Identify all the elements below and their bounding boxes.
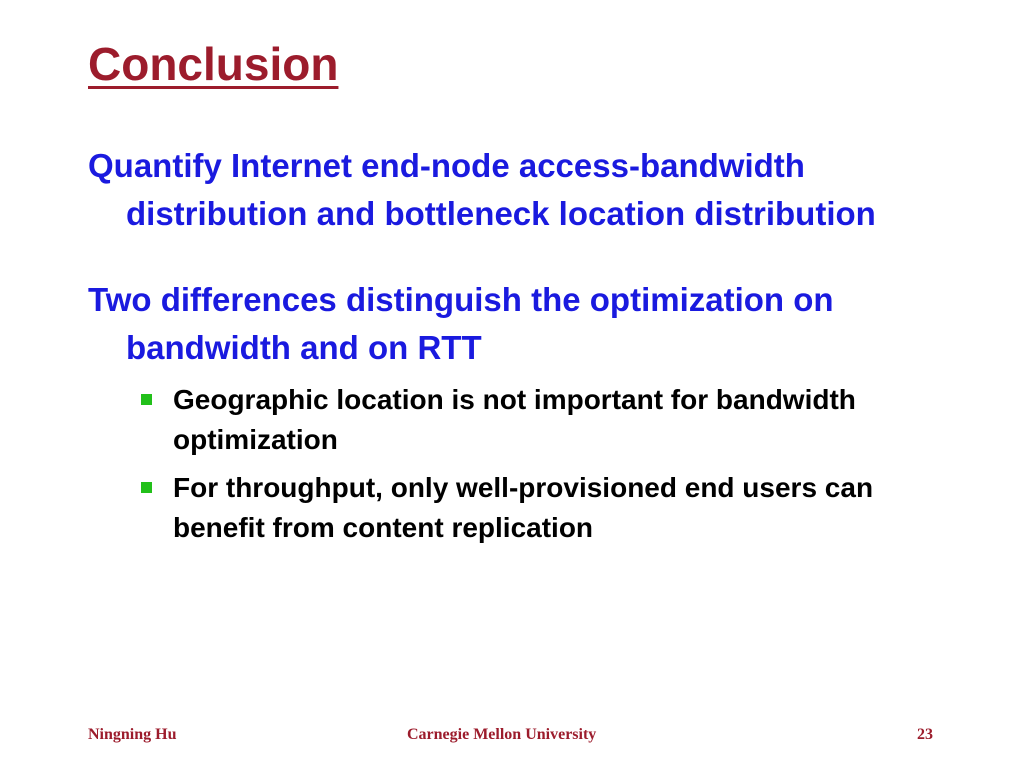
footer-page-number: 23 — [917, 726, 933, 743]
sub-bullet-2-text: For throughput, only well-provisioned end users can benefit from content replication — [173, 472, 874, 543]
footer-institution: Carnegie Mellon University — [407, 726, 597, 743]
slide-body — [88, 142, 948, 548]
sub-bullet-1-text: Geographic location is not important for bandwidth optimization — [173, 384, 856, 455]
sub-bullet-1 — [88, 380, 948, 460]
bullet-point-2: Two differences distinguish the optimization on bandwidth and on RTT — [88, 281, 834, 366]
square-bullet-icon — [141, 394, 152, 405]
sub-bullet-list — [88, 380, 948, 548]
square-bullet-icon — [141, 482, 152, 493]
footer-author: Ningning Hu — [88, 726, 177, 743]
sub-bullet-2 — [88, 468, 948, 548]
slide-title: Conclusion — [88, 38, 339, 90]
bullet-point-1: Quantify Internet end-node access-bandwidth distribution and bottleneck location distribution — [88, 147, 876, 232]
